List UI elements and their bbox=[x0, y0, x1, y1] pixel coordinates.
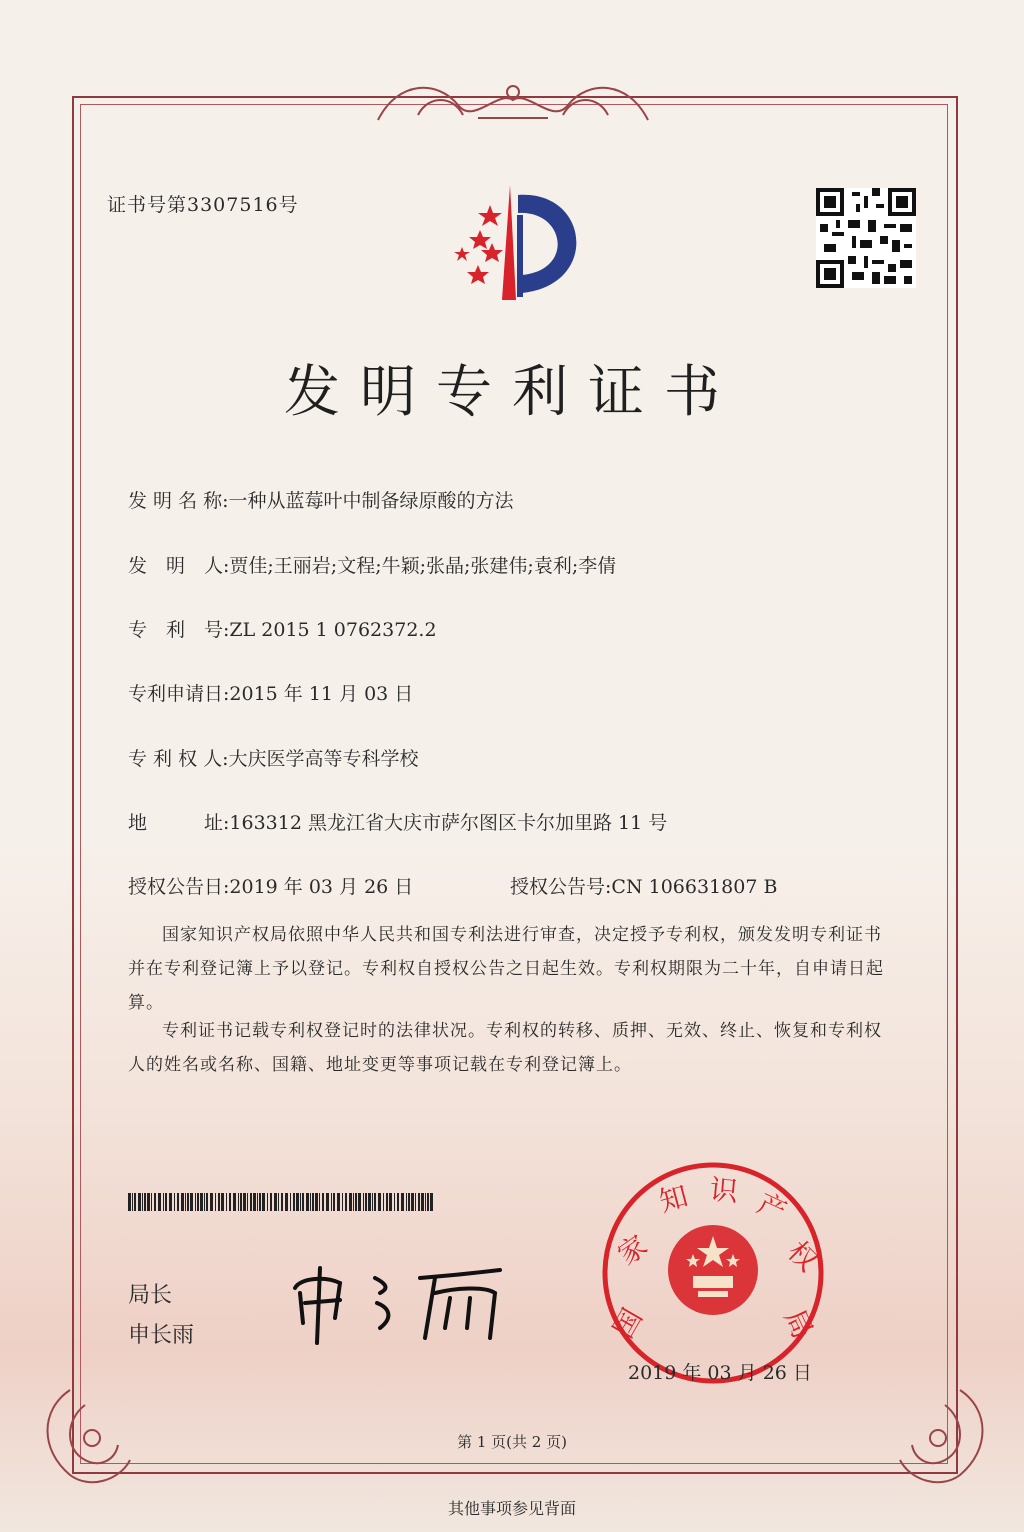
official-seal-icon bbox=[598, 1158, 828, 1388]
barcode-bar bbox=[345, 1193, 347, 1211]
page-number: 第 1 页(共 2 页) bbox=[457, 1433, 567, 1451]
barcode-bar bbox=[386, 1193, 388, 1211]
barcode-bar bbox=[310, 1193, 311, 1211]
barcode-bar bbox=[174, 1193, 175, 1211]
barcode-icon bbox=[128, 1193, 433, 1211]
barcode-bar bbox=[151, 1193, 152, 1211]
barcode-bar bbox=[144, 1193, 146, 1211]
barcode-bar bbox=[337, 1193, 340, 1211]
barcode-bar bbox=[363, 1193, 364, 1211]
barcode-bar bbox=[418, 1193, 420, 1211]
barcode-bar bbox=[358, 1193, 361, 1211]
barcode-bar bbox=[406, 1193, 407, 1211]
barcode-bar bbox=[312, 1193, 314, 1211]
grant-number-label: 授权公告号: bbox=[510, 876, 612, 898]
filing-date-label: 专利申请日: bbox=[128, 683, 230, 705]
barcode-bar bbox=[243, 1193, 246, 1211]
back-note: 其他事项参见背面 bbox=[447, 1499, 576, 1518]
barcode-bar bbox=[326, 1193, 329, 1211]
barcode-bar bbox=[247, 1193, 248, 1211]
patent-number-label: 专 利 号: bbox=[128, 619, 230, 641]
barcode-bar bbox=[229, 1193, 231, 1211]
director-title: 局长 bbox=[128, 1283, 173, 1308]
address-label: 地 址: bbox=[128, 812, 230, 834]
barcode-bar bbox=[293, 1193, 295, 1211]
barcode-bar bbox=[322, 1193, 324, 1211]
barcode-bar bbox=[285, 1193, 288, 1211]
barcode-bar bbox=[378, 1193, 381, 1211]
patentee-row bbox=[128, 744, 419, 771]
barcode-bar bbox=[319, 1193, 320, 1211]
barcode-bar bbox=[134, 1193, 136, 1211]
barcode-bar bbox=[267, 1193, 268, 1211]
barcode-bar bbox=[278, 1193, 279, 1211]
filing-date-value: 2015 年 11 月 03 日 bbox=[229, 683, 414, 705]
inventors-value: 贾佳;王丽岩;文程;牛颖;张晶;张建伟;袁利;李倩 bbox=[229, 555, 617, 577]
barcode-bar bbox=[240, 1193, 242, 1211]
certificate-number: 证书号第3307516号 bbox=[107, 194, 299, 216]
grant-date-value: 2019 年 03 月 26 日 bbox=[229, 876, 414, 898]
barcode-bar bbox=[368, 1193, 371, 1211]
patent-number-value: ZL 2015 1 0762372.2 bbox=[229, 619, 437, 641]
barcode-bar bbox=[302, 1193, 304, 1211]
barcode-bar bbox=[233, 1193, 236, 1211]
cnipa-logo-icon bbox=[440, 175, 600, 305]
director-name: 申长雨 bbox=[128, 1323, 195, 1348]
barcode-bar bbox=[181, 1193, 184, 1211]
barcode-bar bbox=[195, 1193, 196, 1211]
barcode-bar bbox=[281, 1193, 283, 1211]
barcode-bar bbox=[372, 1193, 373, 1211]
invention-name-value: 一种从蓝莓叶中制备绿原酸的方法 bbox=[228, 490, 514, 512]
barcode-bar bbox=[253, 1193, 256, 1211]
barcode-bar bbox=[342, 1193, 343, 1211]
barcode-bar bbox=[262, 1193, 265, 1211]
barcode-bar bbox=[333, 1193, 335, 1211]
barcode-bar bbox=[190, 1193, 193, 1211]
grant-date-row bbox=[128, 872, 413, 899]
seal-char-1: 国 bbox=[606, 1302, 650, 1344]
address-value: 163312 黑龙江省大庆市萨尔图区卡尔加里路 11 号 bbox=[229, 812, 668, 834]
barcode-bar bbox=[408, 1193, 410, 1211]
barcode-bar bbox=[427, 1193, 429, 1211]
grant-number-value: CN 106631807 B bbox=[611, 876, 778, 898]
page-title: 发明专利证书 bbox=[284, 360, 740, 425]
inventors-row bbox=[128, 551, 616, 578]
barcode-bar bbox=[206, 1193, 208, 1211]
barcode-bar bbox=[154, 1193, 156, 1211]
invention-name-label: 发 明 名 称: bbox=[128, 490, 229, 512]
filing-date-row bbox=[128, 679, 413, 706]
qr-code-icon bbox=[816, 188, 916, 288]
inventors-label: 发 明 人: bbox=[128, 555, 230, 577]
barcode-bar bbox=[177, 1193, 179, 1211]
barcode-bar bbox=[421, 1193, 424, 1211]
barcode-bar bbox=[215, 1193, 216, 1211]
barcode-bar bbox=[221, 1193, 224, 1211]
barcode-bar bbox=[165, 1193, 167, 1211]
barcode-bar bbox=[365, 1193, 367, 1211]
top-ornament-icon bbox=[358, 70, 668, 130]
barcode-bar bbox=[238, 1193, 239, 1211]
barcode-bar bbox=[147, 1193, 150, 1211]
barcode-bar bbox=[425, 1193, 426, 1211]
barcode-bar bbox=[197, 1193, 199, 1211]
barcode-bar bbox=[142, 1193, 143, 1211]
barcode-bar bbox=[226, 1193, 227, 1211]
seal-char-6: 权 bbox=[781, 1234, 825, 1278]
address-row bbox=[128, 808, 667, 835]
barcode-bar bbox=[397, 1193, 399, 1211]
barcode-bar bbox=[218, 1193, 220, 1211]
barcode-bar bbox=[158, 1193, 161, 1211]
barcode-bar bbox=[383, 1193, 384, 1211]
barcode-bar bbox=[250, 1193, 252, 1211]
invention-name-row bbox=[128, 486, 514, 513]
barcode-bar bbox=[169, 1193, 172, 1211]
barcode-bar bbox=[210, 1193, 213, 1211]
barcode-bar bbox=[138, 1193, 141, 1211]
barcode-bar bbox=[374, 1193, 376, 1211]
barcode-bar bbox=[349, 1193, 352, 1211]
barcode-bar bbox=[430, 1193, 433, 1211]
statement-paragraph-1: 国家知识产权局依照中华人民共和国专利法进行审查，决定授予专利权，颁发发明专利证书并在专利登记簿上予以登记。专利权自授权公告之日起生效。专利权期限为二十年，自申请日起算。 bbox=[128, 925, 884, 1013]
barcode-bar bbox=[270, 1193, 272, 1211]
barcode-bar bbox=[290, 1193, 291, 1211]
barcode-bar bbox=[353, 1193, 354, 1211]
signature-icon bbox=[285, 1258, 515, 1348]
patentee-label: 专 利 权 人: bbox=[128, 748, 229, 770]
barcode-bar bbox=[204, 1193, 205, 1211]
barcode-bar bbox=[128, 1193, 131, 1211]
barcode-bar bbox=[306, 1193, 309, 1211]
statement-paragraph-2: 专利证书记载专利权登记时的法律状况。专利权的转移、质押、无效、终止、恢复和专利权人的姓名或名称、国籍、地址变更等事项记载在专利登记簿上。 bbox=[128, 1021, 882, 1075]
seal-char-2: 家 bbox=[611, 1228, 654, 1272]
barcode-bar bbox=[394, 1193, 395, 1211]
barcode-bar bbox=[300, 1193, 301, 1211]
barcode-bar bbox=[415, 1193, 416, 1211]
barcode-bar bbox=[132, 1193, 133, 1211]
barcode-bar bbox=[315, 1193, 318, 1211]
grant-date-label: 授权公告日: bbox=[128, 876, 230, 898]
barcode-bar bbox=[200, 1193, 203, 1211]
barcode-bar bbox=[355, 1193, 357, 1211]
seal-char-7: 局 bbox=[777, 1304, 820, 1344]
barcode-bar bbox=[187, 1193, 189, 1211]
barcode-bar bbox=[389, 1193, 392, 1211]
barcode-bar bbox=[257, 1193, 258, 1211]
barcode-bar bbox=[163, 1193, 164, 1211]
seal-char-3: 知 bbox=[655, 1179, 692, 1219]
barcode-bar bbox=[401, 1193, 404, 1211]
seal-char-5: 产 bbox=[752, 1186, 792, 1229]
barcode-bar bbox=[259, 1193, 261, 1211]
barcode-bar bbox=[185, 1193, 186, 1211]
seal-char-4: 识 bbox=[708, 1172, 740, 1209]
barcode-bar bbox=[296, 1193, 299, 1211]
patentee-value: 大庆医学高等专科学校 bbox=[228, 748, 419, 770]
barcode-bar bbox=[274, 1193, 277, 1211]
patent-number-row bbox=[128, 615, 437, 642]
grant-number-row bbox=[510, 872, 777, 899]
barcode-bar bbox=[331, 1193, 332, 1211]
seal-date: 2019 年 03 月 26 日 bbox=[628, 1362, 812, 1384]
barcode-bar bbox=[411, 1193, 414, 1211]
